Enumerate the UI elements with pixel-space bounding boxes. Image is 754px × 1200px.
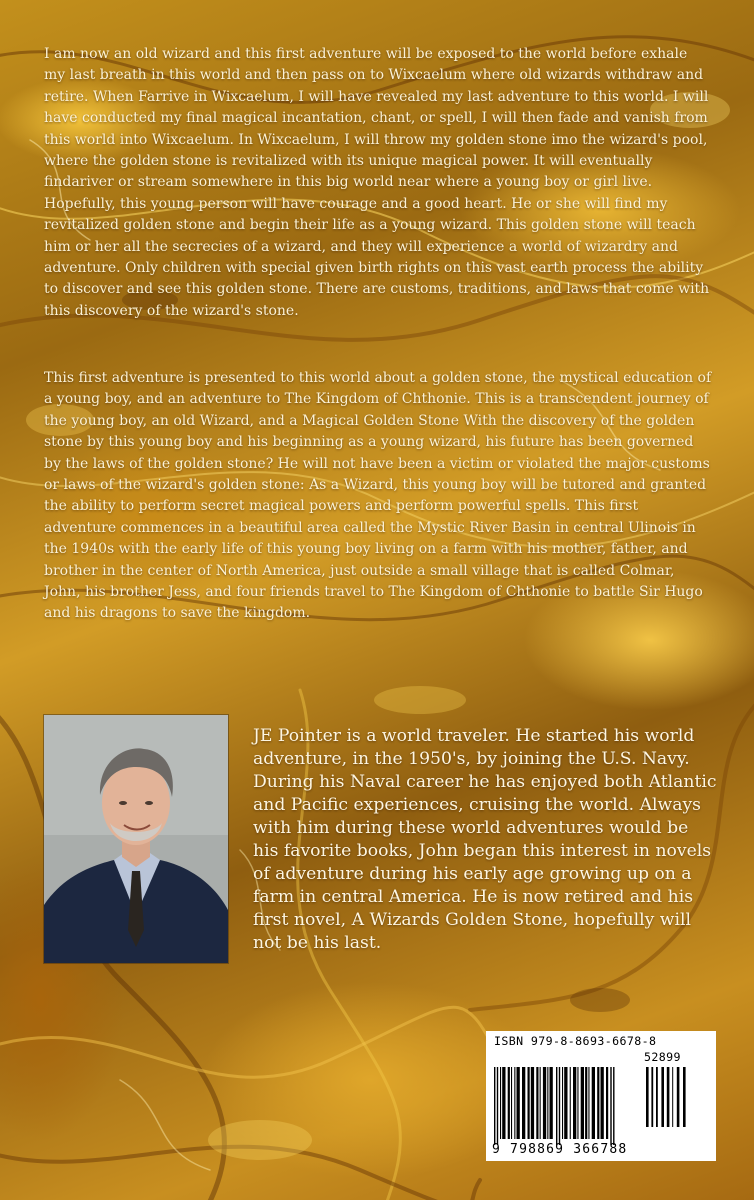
barcode-bar (564, 1067, 567, 1139)
barcode-bar (570, 1067, 571, 1139)
author-portrait-illustration (44, 715, 228, 963)
isbn-barcode (486, 1031, 716, 1161)
author-photo (44, 715, 228, 963)
barcode-bar (577, 1067, 578, 1139)
isbn-label: ISBN 979-8-8693-6678-8 (494, 1034, 657, 1048)
author-bio: JE Pointer is a world traveler. He started his world adventure, in the 1950's, by joining the U.S. Navy. During his Naval career he has enjoyed both Atlantic and Pacific experiences, cruising the world. Always with him during these world adventures would be his favorite books, John began this interest in novels of adventure during his early age growing up on a farm in central America. He is now retired and his first novel, A Wizards Golden Stone, hopefully will not be his last. (253, 726, 717, 953)
synopsis-paragraph-2: This first adventure is presented to this world about a golden stone, the mystical education of a young boy, and an adventure to The Kingdom of Chthonie. This is a transcendent journey of the young boy, an old Wizard, and a Magical Golden Stone With the discovery of the golden stone by this young boy and his beginning as a young wizard, his future has been governed by the laws of the golden stone? He will not have been a victim or violated the major customs or laws of the wizard's golden stone: As a Wizard, this young boy will be tutored and granted the ability to perform secret magical powers and perform powerful spells. This first adventure commences in a beautiful area called the Mystic River Basin in central Ulinois in the 1940s with the early life of this young boy living on a farm with his mother, father, and brother in the center of North America, just outside a small village that is called Colmar, John, his brother Jess, and four friends travel to The Kingdom of Chthonie to battle Sir Hugo and his dragons to save the kingdom. (44, 370, 712, 622)
barcode-bar (547, 1067, 548, 1139)
barcode-bar (543, 1067, 546, 1139)
barcode-bar (540, 1067, 541, 1139)
barcode-bar (517, 1067, 520, 1139)
barcode-bar (667, 1067, 670, 1127)
barcode-bar (531, 1067, 534, 1139)
barcode-bar (522, 1067, 525, 1139)
barcode-bar (677, 1067, 680, 1127)
barcode-bar (494, 1067, 495, 1145)
barcode-bar (500, 1067, 501, 1139)
barcode-bar (536, 1067, 538, 1139)
barcode-bar (606, 1067, 608, 1139)
barcode-bar (559, 1067, 560, 1145)
barcode-bar (502, 1067, 505, 1139)
barcode-bar (511, 1067, 512, 1139)
barcode-bar (613, 1067, 614, 1145)
price-code: 52899 (644, 1050, 681, 1064)
barcode-bar (528, 1067, 530, 1139)
barcode-bar (585, 1067, 587, 1139)
barcode-bar (661, 1067, 664, 1127)
barcode-bar (562, 1067, 563, 1139)
barcode-bar (514, 1067, 515, 1139)
barcode-bar (610, 1067, 611, 1145)
barcode-bar (550, 1067, 553, 1139)
barcode-bar (581, 1067, 584, 1139)
barcode-bar (651, 1067, 653, 1127)
barcode-bar (601, 1067, 604, 1139)
barcode-bar (597, 1067, 599, 1139)
barcode-bar (508, 1067, 510, 1139)
barcode-bar (592, 1067, 595, 1139)
barcode-bar (556, 1067, 557, 1145)
barcode-bar (573, 1067, 576, 1139)
synopsis-paragraph-1: I am now an old wizard and this first adventure will be exposed to the world before exhale my last breath in this world and then pass on to Wixcaelum where old wizards withdraw and retire. When Farrive in Wixcaelum, I will have revealed my last adventure to this world. I will have conducted my final magical incantation, chant, or spell, I will then fade and vanish from this world into Wixcaelum. In Wixcaelum, I will throw my golden stone imo the wizard's pool, where the golden stone is revitalized with its unique magical power. It will eventually findariver or stream somewhere in this big world near where a young boy or girl live. Hopefully, this young person will have courage and a good heart. He or she will find my revitalized golden stone and begin their life as a young wizard. This golden stone will teach him or her all the secrecies of a wizard, and they will experience a world of wizardry and adventure. Only children with special given birth rights on this vast earth process the ability to discover and see this golden stone. There are customs, traditions, and laws that come with this discovery of the wizard's stone. (44, 46, 710, 319)
barcode-bar (646, 1067, 649, 1127)
barcode-bar (672, 1067, 673, 1127)
barcode-bar (588, 1067, 589, 1139)
barcode-bar (656, 1067, 658, 1127)
barcode-bar (497, 1067, 498, 1145)
barcode-bar (683, 1067, 686, 1127)
ean-digits: 9 798869 366788 (492, 1142, 628, 1157)
